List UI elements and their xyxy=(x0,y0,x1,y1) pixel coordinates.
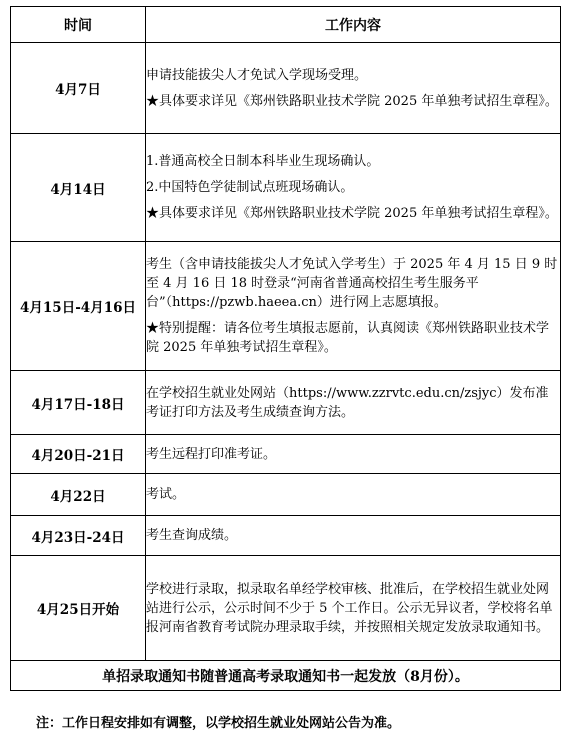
date-cell: 4月22日 xyxy=(11,474,146,516)
content-cell xyxy=(146,556,561,661)
content-paragraph: ★具体要求详见《郑州铁路职业技术学院 2025 年单独考试招生章程》。 xyxy=(146,93,558,109)
date-cell: 4月23日-24日 xyxy=(11,516,146,556)
content-cell xyxy=(146,134,561,242)
date-cell: 4月14日 xyxy=(11,134,146,242)
content-cell xyxy=(146,516,561,556)
content-paragraph: 考生查询成绩。 xyxy=(146,528,238,543)
table-row xyxy=(11,556,561,661)
content-paragraph: ★具体要求详见《郑州铁路职业技术学院 2025 年单独考试招生章程》。 xyxy=(146,206,558,221)
table-row xyxy=(11,435,561,474)
date-cell: 4月25日开始 xyxy=(11,556,146,661)
content-paragraph: 学校进行录取，拟录取名单经学校审核、批准后，在学校招生就业处网站进行公示，公示时间不少于 5 个工作日。公示无异议者，学校将名单报河南省教育考试院办理录取手续，并按照相关规定发放录取通知书。 xyxy=(146,581,553,635)
column-header-content: 工作内容 xyxy=(146,7,561,43)
table-row xyxy=(11,134,561,242)
content-paragraph: 考试。 xyxy=(146,487,186,502)
content-paragraph: 申请技能拔尖人才免试入学现场受理。 xyxy=(146,67,368,83)
table-header-row xyxy=(11,7,561,43)
table-footer-row xyxy=(11,661,561,691)
content-cell xyxy=(146,43,561,134)
content-cell xyxy=(146,371,561,435)
table-row xyxy=(11,371,561,435)
schedule-table xyxy=(10,6,561,691)
content-cell xyxy=(146,435,561,474)
content-paragraph: 在学校招生就业处网站（https://www.zzrvtc.edu.cn/zsjyc）发布准考证打印方法及考生成绩查询方法。 xyxy=(146,385,549,420)
footer-notice: 单招录取通知书随普通高考录取通知书一起发放（8月份）。 xyxy=(11,661,561,691)
table-row xyxy=(11,242,561,371)
date-cell: 4月15日-4月16日 xyxy=(11,242,146,371)
content-paragraph: 考生（含申请技能拔尖人才免试入学考生）于 2025 年 4 月 15 日 9 时至 4 月 16 日 18 时登录“河南省普通高校招生考生服务平台”（https://pzwb.haeea.cn）进行网上志愿填报。 xyxy=(146,257,558,310)
content-paragraph: 2.中国特色学徒制试点班现场确认。 xyxy=(146,180,354,195)
schedule-note: 注：工作日程安排如有调整，以学校招生就业处网站公告为准。 xyxy=(36,716,401,731)
column-header-time: 时间 xyxy=(11,7,146,43)
date-cell: 4月7日 xyxy=(11,43,146,134)
table-row xyxy=(11,474,561,516)
content-paragraph: 考生远程打印准考证。 xyxy=(146,446,277,462)
content-cell xyxy=(146,474,561,516)
date-cell: 4月20日-21日 xyxy=(11,435,146,474)
content-paragraph: ★特别提醒：请各位考生填报志愿前，认真阅读《郑州铁路职业技术学院 2025 年单独考试招生章程》。 xyxy=(146,321,550,355)
content-cell xyxy=(146,242,561,371)
table-row xyxy=(11,43,561,134)
date-cell: 4月17日-18日 xyxy=(11,371,146,435)
content-paragraph: 1.普通高校全日制本科毕业生现场确认。 xyxy=(146,154,380,169)
table-row xyxy=(11,516,561,556)
